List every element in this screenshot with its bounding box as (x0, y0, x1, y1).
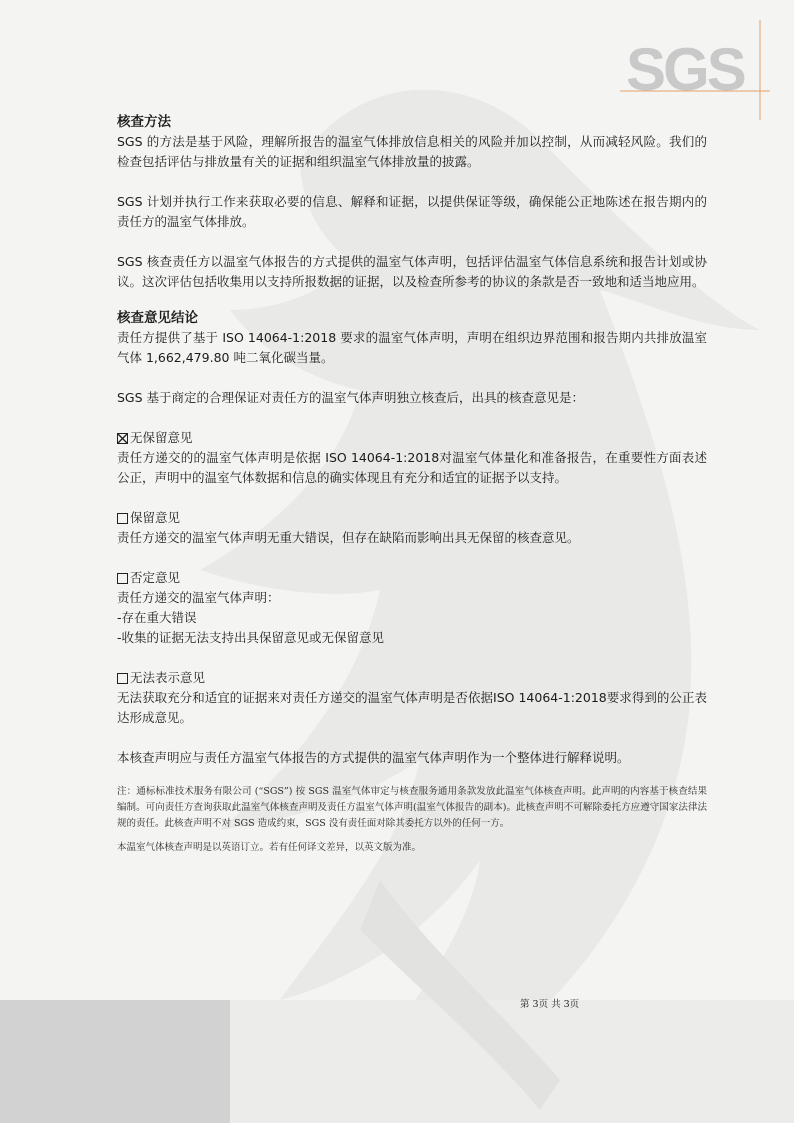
section-heading-method: 核查方法 (117, 114, 171, 130)
option-description-item: -存在重大错误 (117, 610, 197, 625)
option-description: 责任方递交的的温室气体声明是依据 ISO 14064-1:2018对温室气体量化和准备报告，在重要性方面表述公正，声明中的温室气体数据和信息的确实体现且有充分和适宜的证据予以支持。 (117, 450, 707, 485)
option-label: 否定意见 (130, 570, 181, 585)
closing-statement: 本核查声明应与责任方温室气体报告的方式提供的温室气体声明作为一个整体进行解释说明。 (117, 750, 630, 765)
option-unqualified (117, 428, 707, 448)
option-description-item: -收集的证据无法支持出具保留意见或无保留意见 (117, 630, 385, 645)
sgs-logo (620, 20, 770, 120)
option-label: 无保留意见 (130, 430, 193, 445)
section-heading-conclusion: 核查意见结论 (117, 310, 198, 326)
option-description: 责任方递交的温室气体声明： (117, 590, 280, 605)
language-note: 本温室气体核查声明是以英语订立。若有任何译文差异，以英文版为准。 (117, 842, 422, 853)
checkbox-empty-icon (117, 673, 128, 684)
option-qualified (117, 508, 707, 528)
option-label: 保留意见 (130, 510, 181, 525)
checkbox-empty-icon (117, 573, 128, 584)
option-label: 无法表示意见 (130, 670, 206, 685)
method-paragraph-1: SGS 的方法是基于风险，理解所报告的温室气体排放信息相关的风险并加以控制，从而减轻风险。我们的检查包括评估与排放量有关的证据和组织温室气体排放量的披露。 (117, 134, 707, 169)
bottom-band (0, 1000, 230, 1123)
footnote: 注：通标标准技术服务有限公司 (“SGS”) 按 SGS 温室气体审定与核查服务通用条款发放此温室气体核查声明。此声明的内容基于核查结果编制。可向责任方查询获取此温室气体核查声明及责任方温室气体声明(温室气体报告的副本)。此核查声明不可解除委托方应遵守国家法律法规的责任。此核查声明不对 SGS 造成约束，SGS 没有责任面对除其委托方以外的任何一方。 (117, 786, 707, 829)
checkbox-checked-icon (117, 433, 128, 444)
option-description: 责任方递交的温室气体声明无重大错误，但存在缺陷而影响出具无保留的核查意见。 (117, 530, 580, 545)
logo-text: SGS (626, 36, 744, 103)
option-disclaimer (117, 668, 707, 688)
page-number: 第 3页 共 3页 (520, 999, 580, 1010)
checkbox-empty-icon (117, 513, 128, 524)
document-body (117, 112, 707, 856)
method-paragraph-2: SGS 计划并执行工作来获取必要的信息、解释和证据，以提供保证等级，确保能公正地陈述在报告期内的责任方的温室气体排放。 (117, 194, 707, 229)
conclusion-paragraph-1: 责任方提供了基于 ISO 14064-1:2018 要求的温室气体声明，声明在组织边界范围和报告期内共排放温室气体 1,662,479.80 吨二氧化碳当量。 (117, 330, 707, 365)
method-paragraph-3: SGS 核查责任方以温室气体报告的方式提供的温室气体声明，包括评估温室气体信息系统和报告计划或协议。这次评估包括收集用以支持所报数据的证据，以及检查所参考的协议的条款是否一致地和适当地应用。 (117, 254, 707, 289)
conclusion-paragraph-2: SGS 基于商定的合理保证对责任方的温室气体声明独立核查后，出具的核查意见是： (117, 390, 585, 405)
option-adverse (117, 568, 707, 588)
option-description: 无法获取充分和适宜的证据来对责任方递交的温室气体声明是否依据ISO 14064-1:2018要求得到的公正表达形成意见。 (117, 690, 707, 725)
